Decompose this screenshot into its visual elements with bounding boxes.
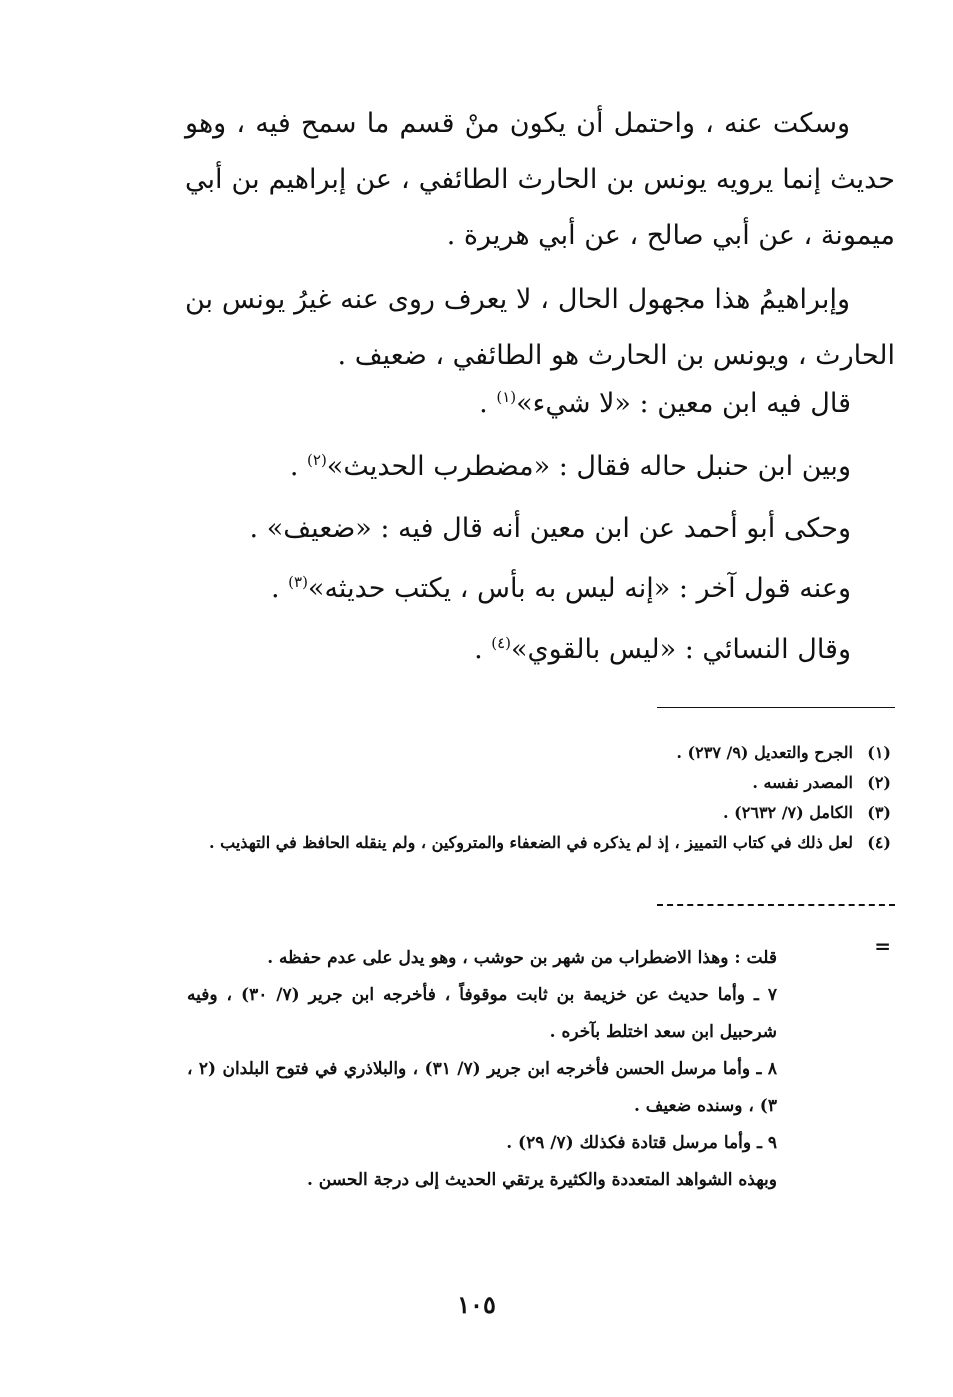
continued-line-4: ٩ ـ وأما مرسل قتادة فكذلك (٧/ ٢٩) . — [506, 1133, 777, 1153]
footnote-number: (٢) — [867, 773, 891, 792]
footnotes — [171, 738, 891, 858]
footnote-4 — [171, 828, 891, 858]
footnote-ref: (٢) — [307, 451, 327, 469]
quote-end: . — [270, 573, 289, 604]
paragraph-1: وسكت عنه ، واحتمل أن يكون منْ قسم ما سمح فيه ، وهو حديث إنما يرويه يونس بن الحارث الطائفي ، عن إبراهيم بن أبي ميمونة ، عن أبي صالح ، عن أبي هريرة . — [185, 108, 895, 251]
footnote-text: الجرح والتعديل (٩/ ٢٣٧) . — [676, 743, 853, 762]
quote-line-1 — [479, 377, 851, 424]
quote-text: وحكى أبو أحمد عن ابن معين أنه قال فيه : «ضعيف» . — [249, 513, 851, 544]
quote-text: قال فيه ابن معين : «لا شيء» — [516, 388, 851, 419]
footnote-text: الكامل (٧/ ٢٦٣٢) . — [723, 803, 853, 822]
continuation-marker: = — [874, 934, 891, 958]
footnote-ref: (١) — [496, 388, 517, 406]
page-number: ١٠٥ — [457, 1290, 496, 1319]
continued-footnote — [187, 940, 777, 1199]
quote-line-4 — [271, 562, 851, 609]
footnote-text: لعل ذلك في كتاب التمييز ، إذ لم يذكره في الضعفاء والمتروكين ، ولم ينقله الحافظ في التهذيب . — [208, 833, 853, 852]
quote-line-3 — [250, 502, 851, 549]
quote-end: . — [289, 451, 308, 482]
footnote-2 — [171, 768, 891, 798]
footnote-separator — [657, 707, 895, 708]
footnote-ref: (٣) — [288, 573, 308, 591]
continued-line-5: وبهذه الشواهد المتعددة والكثيرة يرتقي الحديث إلى درجة الحسن . — [306, 1170, 777, 1190]
paragraph-2: وإبراهيمُ هذا مجهول الحال ، لا يعرف روى عنه غيرُ يونس بن الحارث ، ويونس بن الحارث هو الطائفي ، ضعيف . — [185, 284, 895, 371]
quote-end: . — [479, 388, 497, 419]
continued-line-1: قلت : وهذا الاضطراب من شهر بن حوشب ، وهو يدل على عدم حفظه . — [267, 948, 777, 968]
footnote-text: المصدر نفسه . — [752, 773, 853, 792]
footnote-number: (١) — [867, 743, 891, 762]
footnote-ref: (٤) — [491, 634, 512, 652]
footnote-3 — [171, 798, 891, 828]
main-text — [185, 96, 895, 392]
quote-text: وعنه قول آخر : «إنه ليس به بأس ، يكتب حديثه» — [307, 573, 851, 604]
quote-end: . — [474, 634, 492, 665]
continuation-separator — [657, 904, 895, 906]
footnote-1 — [171, 738, 891, 768]
quote-line-5 — [474, 623, 851, 670]
quote-text: وبين ابن حنبل حاله فقال : «مضطرب الحديث» — [326, 451, 851, 482]
footnote-number: (٤) — [867, 833, 891, 852]
continued-line-3: ٨ ـ وأما مرسل الحسن فأخرجه ابن جرير (٧/ ٣١) ، والبلاذري في فتوح البلدان (٢ ، ٣) ، وسنده ضعيف . — [187, 1059, 778, 1116]
footnote-number: (٣) — [867, 803, 891, 822]
continued-line-2: ٧ ـ وأما حديث عن خزيمة بن ثابت موقوفاً ، فأخرجه ابن جرير (٧/ ٣٠) ، وفيه شرحبيل ابن سعد اختلط بآخره . — [187, 985, 777, 1042]
quote-line-2 — [290, 440, 851, 487]
quote-text: وقال النسائي : «ليس بالقوي» — [511, 634, 851, 665]
